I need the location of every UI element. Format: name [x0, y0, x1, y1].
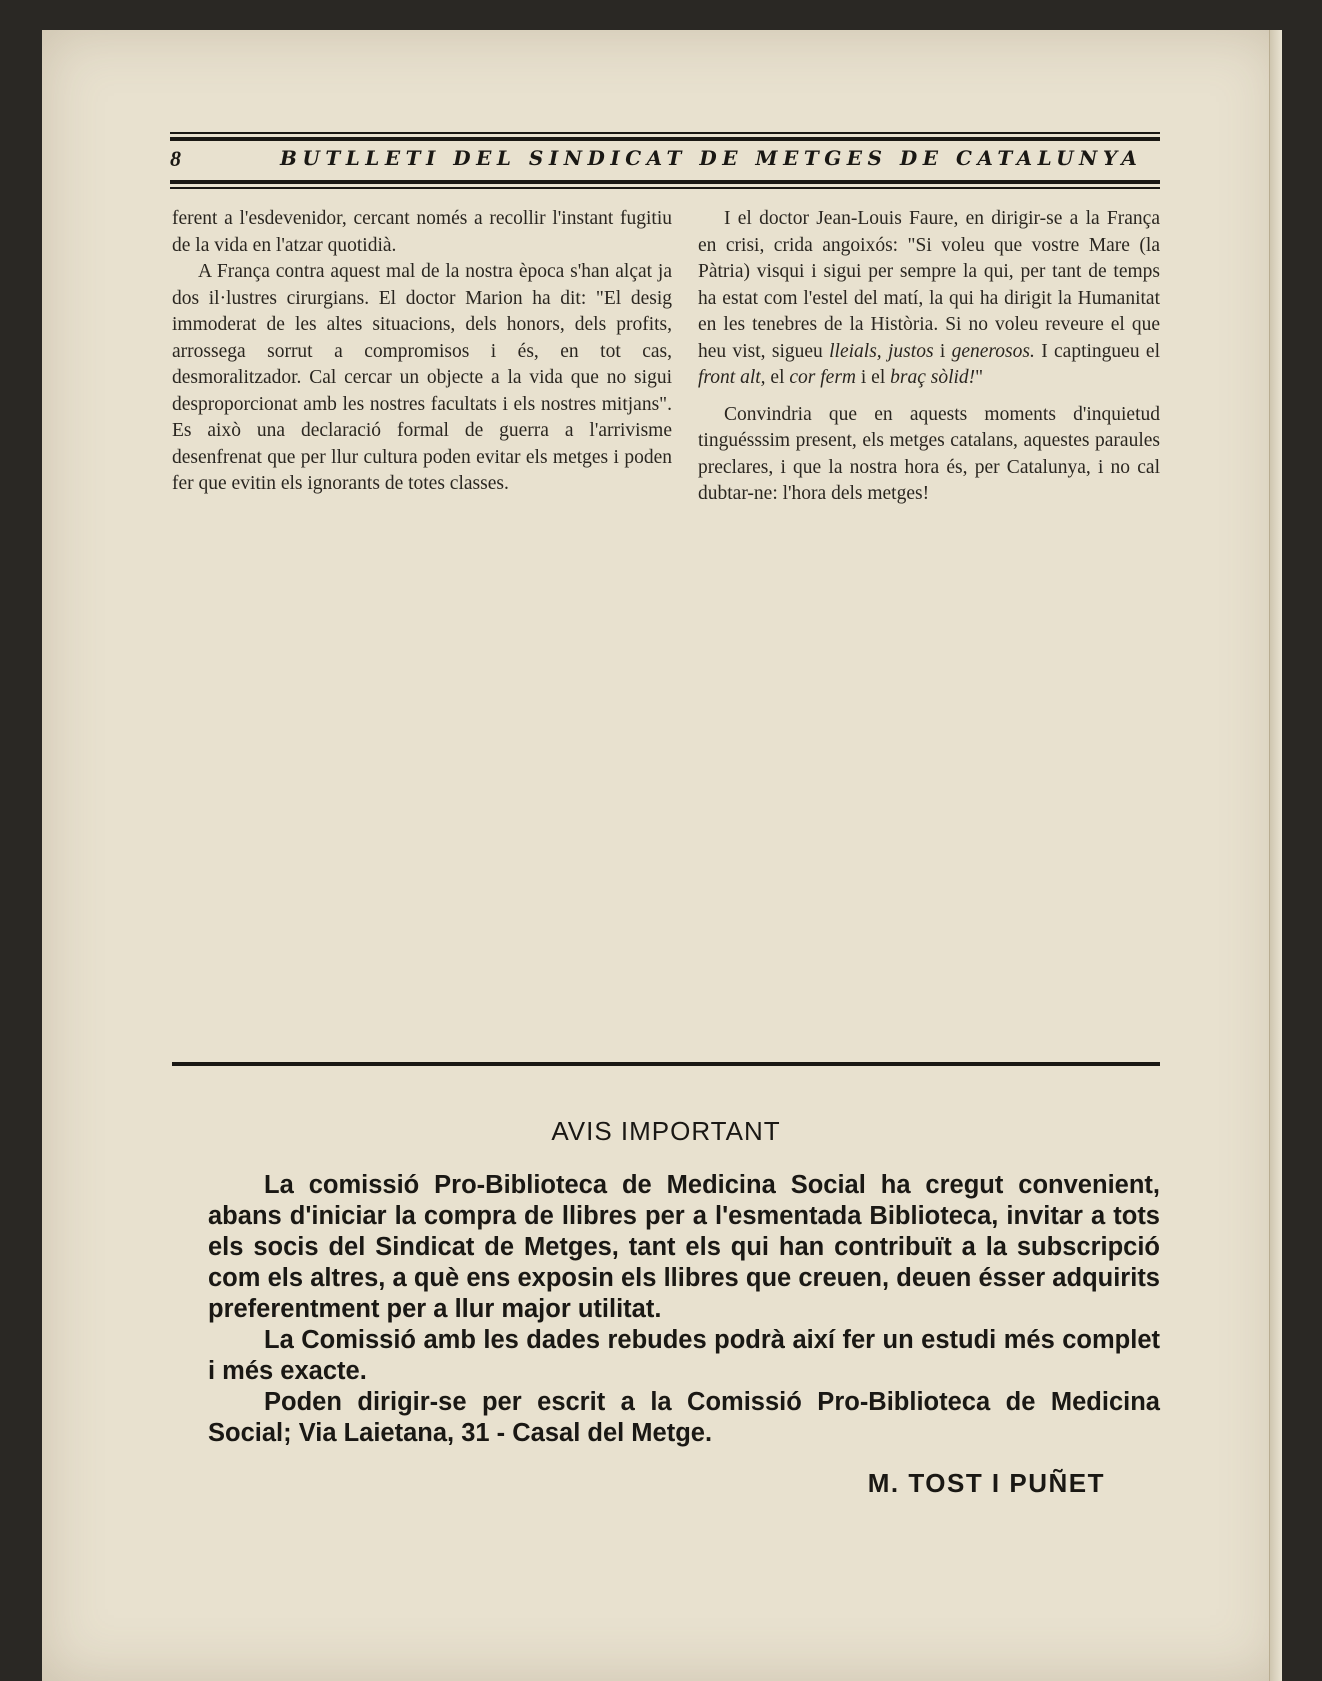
paragraph: A França contra aquest mal de la nostra època s'han alçat ja dos il·lustres cirurgians. El doctor Marion ha dit: "El desig immoderat de les altes situacions, dels honors, dels profits, arrossega sorrut a compromisos i és, en tot cas, desmoralitzador. Cal cercar un objecte a la vida que no sigui desproporcionat amb les nostres facultats i els nostres mitjans". Es això una declaració formal de guerra a l'arrivisme desenfrenat que per llur cultura poden evitar els metges i poden fer que evitin els ignorants de totes classes. [172, 261, 672, 494]
header-rule [170, 187, 1160, 189]
paragraph: Convindria que en aquests moments d'inquietud tinguésssim present, els metges catalans, aquestes paraules preclares, i que la nostra hora és, per Catalunya, i no cal dubtar-ne: l'hora dels metges! [698, 403, 1160, 504]
paragraph: I el doctor Jean-Louis Faure, en dirigir-se a la França en crisi, crida angoixós: "Si voleu que vostre Mare (la Pàtria) visqui i sigui per sempre la qui, per tant de temps ha estat com l'estel del matí, la qui ha dirigit la Humanitat en les tenebres de la Història. Si no voleu reveure el que heu vist, sigueu lleials, justos i generosos. I captingueu el front alt, el cor ferm i el braç sòlid!" [698, 208, 1160, 388]
header-rule [170, 132, 1160, 134]
page-number: 8 [170, 146, 181, 171]
header-rule [170, 180, 1160, 184]
signature: M. TOST I PUÑET [867, 1468, 1105, 1498]
journal-title: BUTLLETI DEL SINDICAT DE METGES DE CATALUNYA [280, 146, 1143, 170]
paragraph: ferent a l'esdevenidor, cercant només a recollir l'instant fugitiu de la vida en l'atzar quotidià. [172, 208, 672, 256]
document-page [42, 30, 1282, 1681]
notice-paragraph: La Comissió amb les dades rebudes podrà així fer un estudi més complet i més exacte. [208, 1326, 1160, 1385]
header-rule [170, 137, 1160, 141]
right-column [698, 206, 1160, 508]
section-divider [172, 1062, 1160, 1066]
notice-body [208, 1170, 1160, 1449]
notice-paragraph: La comissió Pro-Biblioteca de Medicina Social ha cregut convenient, abans d'iniciar la compra de llibres per a l'esmentada Biblioteca, invitar a tots els socis del Sindicat de Metges, tant els qui han contribuït a la subscripció com els altres, a què ens exposin els llibres que creuen, deuen ésser adquirits preferentment per a llur major utilitat. [208, 1171, 1160, 1323]
running-header [170, 100, 1160, 190]
notice-title: AVIS IMPORTANT [551, 1116, 781, 1146]
left-column [172, 206, 672, 498]
notice-paragraph: Poden dirigir-se per escrit a la Comissió Pro-Biblioteca de Medicina Social; Via Laietana, 31 - Casal del Metge. [208, 1388, 1160, 1447]
page-edge [1269, 30, 1282, 1681]
